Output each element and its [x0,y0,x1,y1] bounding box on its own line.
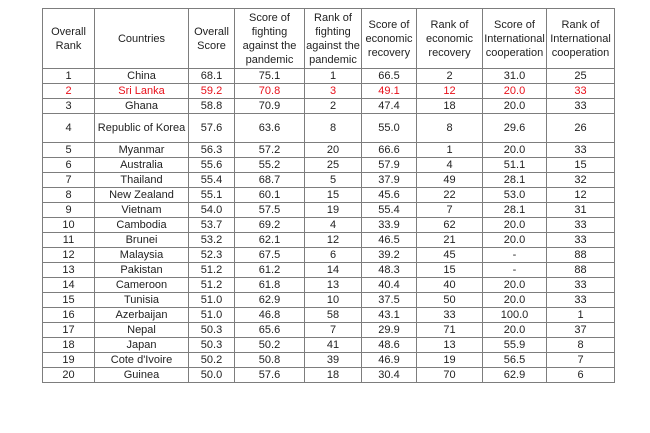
table-cell: 48.3 [362,263,417,278]
table-cell: 50 [417,293,483,308]
table-cell: 28.1 [483,203,547,218]
table-cell: Vietnam [95,203,189,218]
table-cell: 4 [43,114,95,143]
table-cell: 25 [547,69,615,84]
table-cell: 66.6 [362,143,417,158]
table-cell: 62.1 [235,233,305,248]
table-cell: 31.0 [483,69,547,84]
table-cell: 13 [305,278,362,293]
table-cell: 2 [43,84,95,99]
table-cell: 50.0 [189,368,235,383]
table-cell: 66.5 [362,69,417,84]
table-cell: 61.2 [235,263,305,278]
table-cell: 43.1 [362,308,417,323]
table-cell: 63.6 [235,114,305,143]
table-cell: 56.5 [483,353,547,368]
table-row [43,114,615,143]
table-cell: 55.6 [189,158,235,173]
table-cell: 7 [43,173,95,188]
table-row [43,233,615,248]
table-cell: 48.6 [362,338,417,353]
table-cell: 12 [43,248,95,263]
table-cell: 4 [417,158,483,173]
table-cell: 50.2 [189,353,235,368]
table-cell: 58 [305,308,362,323]
table-cell: 51.2 [189,263,235,278]
table-cell: Pakistan [95,263,189,278]
table-cell: 45.6 [362,188,417,203]
table-cell: Azerbaijan [95,308,189,323]
table-cell: 8 [417,114,483,143]
table-cell: Japan [95,338,189,353]
table-cell: Brunei [95,233,189,248]
table-cell: 68.7 [235,173,305,188]
table-cell: 53.0 [483,188,547,203]
table-cell: 31 [547,203,615,218]
table-body [43,69,615,383]
table-cell: 40 [417,278,483,293]
table-cell: 71 [417,323,483,338]
table-row [43,263,615,278]
table-cell: 61.8 [235,278,305,293]
table-cell: 19 [305,203,362,218]
table-cell: 14 [43,278,95,293]
table-cell: Cote d'Ivoire [95,353,189,368]
table-row [43,278,615,293]
table-cell: 18 [417,99,483,114]
table-cell: Cambodia [95,218,189,233]
table-cell: 51.1 [483,158,547,173]
table-cell: 20.0 [483,218,547,233]
table-cell: Republic of Korea [95,114,189,143]
table-cell: 55.4 [362,203,417,218]
table-cell: Cameroon [95,278,189,293]
table-cell: 39.2 [362,248,417,263]
table-cell: Thailand [95,173,189,188]
table-cell: 55.1 [189,188,235,203]
table-cell: 32 [547,173,615,188]
table-cell: - [483,248,547,263]
table-cell: 8 [305,114,362,143]
table-cell: 62.9 [235,293,305,308]
table-cell: 8 [43,188,95,203]
table-cell: 70.8 [235,84,305,99]
table-cell: 55.4 [189,173,235,188]
table-cell: 33 [547,293,615,308]
column-header: Score of fighting against the pandemic [235,9,305,69]
table-cell: China [95,69,189,84]
table-row [43,353,615,368]
table-cell: Myanmar [95,143,189,158]
table-cell: Tunisia [95,293,189,308]
table-cell: 75.1 [235,69,305,84]
table-cell: 52.3 [189,248,235,263]
table-cell: 9 [43,203,95,218]
column-header: Rank of fighting against the pandemic [305,9,362,69]
table-cell: 37.9 [362,173,417,188]
table-cell: 21 [417,233,483,248]
table-cell: 11 [43,233,95,248]
table-row [43,308,615,323]
table-cell: 39 [305,353,362,368]
column-header: Overall Rank [43,9,95,69]
table-cell: 57.6 [235,368,305,383]
table-row [43,338,615,353]
table-cell: Australia [95,158,189,173]
table-cell: 1 [417,143,483,158]
table-cell: 6 [43,158,95,173]
table-cell: 57.5 [235,203,305,218]
table-cell: 47.4 [362,99,417,114]
table-cell: 37 [547,323,615,338]
table-cell: 33 [547,143,615,158]
table-cell: 18 [43,338,95,353]
table-cell: 14 [305,263,362,278]
table-cell: 13 [417,338,483,353]
table-cell: 58.8 [189,99,235,114]
table-cell: 20.0 [483,323,547,338]
column-header: Overall Score [189,9,235,69]
table-cell: 50.3 [189,338,235,353]
table-cell: 18 [305,368,362,383]
table-cell: 100.0 [483,308,547,323]
column-header: Rank of economic recovery [417,9,483,69]
table-cell: 69.2 [235,218,305,233]
table-cell: 45 [417,248,483,263]
table-cell: 88 [547,248,615,263]
table-row [43,84,615,99]
table-cell: 54.0 [189,203,235,218]
table-cell: 13 [43,263,95,278]
table-row [43,158,615,173]
table-cell: 55.9 [483,338,547,353]
column-header: Rank of International cooperation [547,9,615,69]
country-ranking-table [42,8,615,383]
table-header-row [43,9,615,69]
table-cell: 15 [43,293,95,308]
table-cell: 30.4 [362,368,417,383]
table-cell: 5 [43,143,95,158]
table-cell: 3 [305,84,362,99]
table-cell: 20.0 [483,278,547,293]
table-row [43,99,615,114]
table-cell: 6 [547,368,615,383]
table-cell: 20.0 [483,84,547,99]
table-cell: 1 [547,308,615,323]
table-cell: 51.0 [189,308,235,323]
table-cell: 49.1 [362,84,417,99]
table-cell: 10 [305,293,362,308]
table-cell: 57.2 [235,143,305,158]
table-cell: 6 [305,248,362,263]
column-header: Score of International cooperation [483,9,547,69]
table-cell: Nepal [95,323,189,338]
table-cell: 53.2 [189,233,235,248]
table-cell: 70 [417,368,483,383]
table-cell: Malaysia [95,248,189,263]
table-cell: 57.9 [362,158,417,173]
table-cell: 20 [305,143,362,158]
table-cell: 7 [305,323,362,338]
table-row [43,368,615,383]
column-header: Score of economic recovery [362,9,417,69]
table-cell: 33 [417,308,483,323]
table-cell: - [483,263,547,278]
table-cell: 16 [43,308,95,323]
table-cell: 51.2 [189,278,235,293]
table-cell: 28.1 [483,173,547,188]
table-cell: 29.6 [483,114,547,143]
table-cell: 26 [547,114,615,143]
table-cell: 7 [417,203,483,218]
table-cell: 20.0 [483,99,547,114]
table-cell: 50.3 [189,323,235,338]
table-cell: 70.9 [235,99,305,114]
table-cell: 20.0 [483,233,547,248]
table-cell: 22 [417,188,483,203]
table-cell: 33 [547,278,615,293]
table-cell: 7 [547,353,615,368]
table-cell: 12 [417,84,483,99]
table-cell: 15 [547,158,615,173]
table-cell: 8 [547,338,615,353]
table-cell: 55.0 [362,114,417,143]
table-row [43,143,615,158]
table-cell: 33 [547,99,615,114]
table-cell: 25 [305,158,362,173]
table-cell: 19 [417,353,483,368]
table-row [43,293,615,308]
table-row [43,323,615,338]
table-cell: 2 [417,69,483,84]
table-cell: Ghana [95,99,189,114]
table-cell: 33 [547,84,615,99]
table-row [43,188,615,203]
table-cell: 68.1 [189,69,235,84]
table-cell: 29.9 [362,323,417,338]
table-cell: 1 [43,69,95,84]
table-cell: 55.2 [235,158,305,173]
table-cell: 4 [305,218,362,233]
table-cell: 33.9 [362,218,417,233]
table-cell: 2 [305,99,362,114]
table-cell: 67.5 [235,248,305,263]
table-cell: 5 [305,173,362,188]
table-cell: 17 [43,323,95,338]
table-cell: 3 [43,99,95,114]
table-cell: New Zealand [95,188,189,203]
table-cell: 40.4 [362,278,417,293]
table-cell: 15 [417,263,483,278]
table-row [43,218,615,233]
table-cell: 51.0 [189,293,235,308]
table-cell: 59.2 [189,84,235,99]
table-cell: 12 [305,233,362,248]
table-cell: 37.5 [362,293,417,308]
table-cell: 46.9 [362,353,417,368]
table-cell: 12 [547,188,615,203]
table-cell: 50.8 [235,353,305,368]
table-cell: 15 [305,188,362,203]
table-cell: 33 [547,233,615,248]
table-cell: 10 [43,218,95,233]
table-cell: 60.1 [235,188,305,203]
table-cell: 50.2 [235,338,305,353]
table-cell: 65.6 [235,323,305,338]
table-cell: 41 [305,338,362,353]
table-cell: 49 [417,173,483,188]
table-cell: 53.7 [189,218,235,233]
table-cell: 46.5 [362,233,417,248]
table-row [43,69,615,84]
table-cell: 62.9 [483,368,547,383]
table-cell: 20.0 [483,143,547,158]
table-row [43,173,615,188]
table-cell: 46.8 [235,308,305,323]
table-cell: 88 [547,263,615,278]
table-cell: 20.0 [483,293,547,308]
table-cell: 62 [417,218,483,233]
table-cell: 20 [43,368,95,383]
table-cell: 19 [43,353,95,368]
table-cell: 57.6 [189,114,235,143]
table-cell: 33 [547,218,615,233]
column-header: Countries [95,9,189,69]
table-cell: 56.3 [189,143,235,158]
table-cell: Sri Lanka [95,84,189,99]
ranking-table-container [42,8,614,383]
table-row [43,248,615,263]
table-cell: 1 [305,69,362,84]
table-row [43,203,615,218]
table-cell: Guinea [95,368,189,383]
